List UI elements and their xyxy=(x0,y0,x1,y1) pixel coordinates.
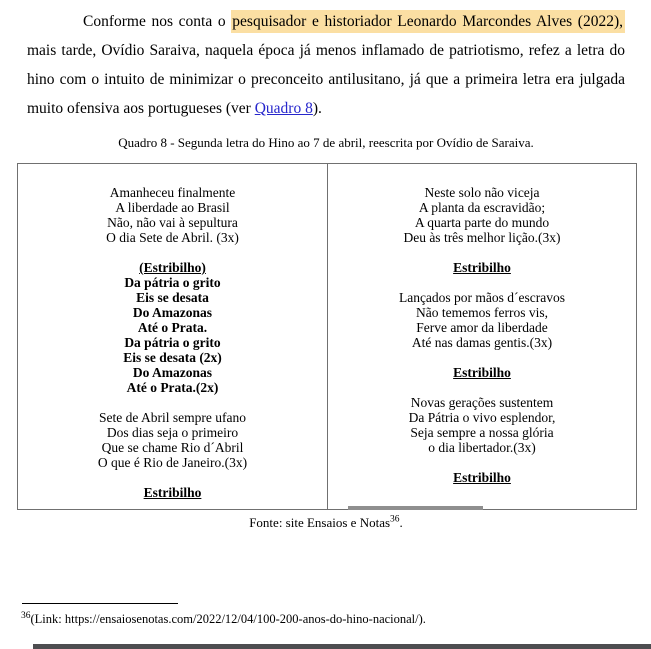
verse-line: A quarta parte do mundo xyxy=(414,215,550,230)
verse-line: Eis se desata (2x) xyxy=(123,350,222,365)
verse-line: A liberdade ao Brasil xyxy=(115,200,230,215)
paragraph-line-2: mais tarde, Ovídio Saraiva, naquela época já menos inflamado de patriotismo, refez a letra do xyxy=(27,42,625,59)
source-text-suffix: . xyxy=(399,515,403,530)
verse-line: Até o Prata.(2x) xyxy=(126,380,219,395)
verse-line: Estribilho xyxy=(143,485,202,500)
verse-line: Do Amazonas xyxy=(132,365,213,380)
footnote-separator xyxy=(22,603,178,604)
verse-line xyxy=(328,380,636,395)
verse-line: Até nas damas gentis.(3x) xyxy=(411,335,553,350)
verse-line xyxy=(328,245,636,260)
highlighted-citation: pesquisador e historiador Leonardo Marcondes Alves (2022), xyxy=(231,10,625,33)
quadro-caption: Quadro 8 - Segunda letra do Hino ao 7 de abril, reescrita por Ovídio de Saraiva. xyxy=(118,135,534,150)
verse-line: Do Amazonas xyxy=(132,305,213,320)
verse-line xyxy=(18,395,327,410)
horizontal-scrollbar-thumb[interactable] xyxy=(348,506,483,510)
verse-line: Dos dias seja o primeiro xyxy=(106,425,239,440)
paragraph-line-1 xyxy=(27,7,625,36)
verse-line: Que se chame Rio d´Abril xyxy=(101,440,244,455)
footnote-reference: 36 xyxy=(390,514,400,525)
verse-line: Deu às três melhor lição.(3x) xyxy=(403,230,561,245)
footnote xyxy=(21,611,625,627)
verse-line: O que é Rio de Janeiro.(3x) xyxy=(97,455,248,470)
verse-line: Estribilho xyxy=(453,470,511,485)
verse-line: Da pátria o grito xyxy=(124,335,221,350)
paragraph-line-4 xyxy=(27,94,625,123)
body-paragraph xyxy=(27,7,625,123)
verse-line xyxy=(18,245,327,260)
paragraph-text: Conforme nos conta o xyxy=(83,13,232,30)
quadro-table xyxy=(17,163,637,510)
verse-line xyxy=(328,275,636,290)
verse-line: Amanheceu finalmente xyxy=(109,185,236,200)
quadro-right-column xyxy=(327,164,636,509)
verse-line: A planta da escravidão; xyxy=(418,200,546,215)
verse-line: o dia libertador.(3x) xyxy=(428,440,536,455)
table-source-line xyxy=(27,515,625,531)
verse-line: Novas gerações sustentem xyxy=(410,395,554,410)
verse-line xyxy=(18,470,327,485)
footnote-text: (Link: https://ensaiosenotas.com/2022/12/04/100-200-anos-do-hino-nacional/). xyxy=(30,612,426,626)
verse-line: Estribilho xyxy=(453,365,511,380)
paragraph-line-3: hino com o intuito de minimizar o preconceito antilusitano, já que a primeira letra era julgada xyxy=(27,71,625,88)
verse-line: Lançados por mãos d´escravos xyxy=(398,290,566,305)
verse-line: Da pátria o grito xyxy=(124,275,221,290)
verse-line: Não, não vai à sepultura xyxy=(107,215,238,230)
verse-line: (Estribilho) xyxy=(139,260,206,275)
verse-line: Ferve amor da liberdade xyxy=(416,320,548,335)
verse-line: Estribilho xyxy=(453,260,511,275)
verse-line: Da Pátria o vivo esplendor, xyxy=(408,410,556,425)
verse-line: Eis se desata xyxy=(136,290,209,305)
paragraph-text: ). xyxy=(312,100,322,117)
verse-line: Até o Prata. xyxy=(137,320,208,335)
window-bottom-edge xyxy=(33,644,651,649)
verse-line: Sete de Abril sempre ufano xyxy=(99,410,246,425)
quadro-8-link[interactable]: Quadro 8 xyxy=(254,100,313,117)
verse-line: Seja sempre a nossa glória xyxy=(410,425,554,440)
paragraph-text: muito ofensiva aos portugueses (ver xyxy=(27,100,255,117)
verse-line xyxy=(328,350,636,365)
verse-line xyxy=(328,455,636,470)
verse-line: Não tememos ferros vis, xyxy=(416,305,548,320)
verse-line: O dia Sete de Abril. (3x) xyxy=(106,230,239,245)
verse-line: Neste solo não viceja xyxy=(424,185,540,200)
source-text: Fonte: site Ensaios e Notas xyxy=(249,515,391,530)
quadro-left-column xyxy=(18,164,327,509)
footnote-number: 36 xyxy=(21,610,31,621)
